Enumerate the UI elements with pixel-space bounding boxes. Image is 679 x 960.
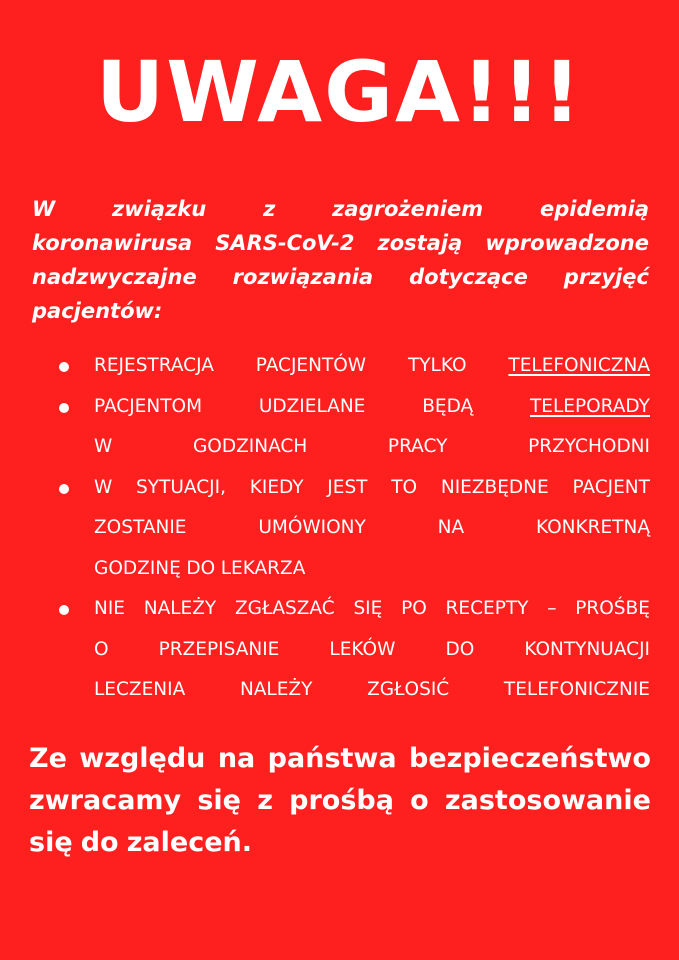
- text-line: [29, 780, 651, 822]
- word: SARS-CoV-2: [215, 231, 355, 255]
- word: o: [410, 785, 429, 816]
- word: LEKARZA: [220, 557, 306, 579]
- word: związku: [112, 197, 207, 221]
- word: –: [547, 598, 557, 619]
- word: epidemią: [540, 197, 649, 221]
- word: bezpieczeństwo: [409, 743, 651, 774]
- text-line: [94, 427, 650, 468]
- word: PRZYCHODNI: [528, 436, 650, 457]
- word: nadzwyczajne: [32, 265, 197, 289]
- word: TYLKO: [407, 355, 467, 376]
- word: prośbą: [289, 785, 394, 816]
- word: GODZINĘ: [94, 557, 181, 579]
- text-line: [94, 549, 650, 590]
- word: DO: [445, 638, 475, 660]
- word: dotyczące: [409, 265, 528, 289]
- text-line: [32, 226, 649, 260]
- word: TO: [391, 476, 418, 498]
- text-line: [94, 468, 650, 509]
- word: do: [80, 827, 119, 858]
- text-line: [94, 387, 650, 428]
- word: pacjentów:: [32, 299, 163, 323]
- text-line: [29, 738, 651, 780]
- intro-paragraph: [32, 192, 649, 328]
- word: PACJENTOM: [94, 395, 203, 417]
- word: TELEPORADY: [529, 395, 650, 417]
- word: KIEDY: [249, 476, 304, 498]
- word: państwa: [267, 743, 397, 774]
- bullet-dot-icon: [59, 362, 69, 372]
- word: zostają: [377, 231, 463, 255]
- word: PACJENT: [572, 476, 650, 498]
- rules-list: [53, 346, 650, 711]
- word: z: [257, 785, 273, 816]
- word: NA: [437, 517, 465, 538]
- rule-item: [53, 346, 650, 387]
- word: NALEŻY: [143, 598, 217, 619]
- word: LEKÓW: [329, 638, 396, 660]
- word: TELEFONICZNIE: [503, 679, 650, 700]
- text-line: [94, 670, 650, 711]
- word: przyjęć: [563, 265, 649, 289]
- word: ZOSTANIE: [94, 517, 187, 538]
- word: względu: [79, 743, 206, 774]
- word: PACJENTÓW: [255, 355, 367, 376]
- word: W: [94, 436, 113, 457]
- notice-title: UWAGA!!!: [96, 43, 583, 141]
- text-line: [94, 346, 650, 387]
- word: BĘDĄ: [422, 395, 474, 417]
- text-line: [32, 294, 649, 328]
- word: ZGŁASZAĆ: [234, 598, 335, 619]
- bullet-dot-icon: [59, 484, 69, 494]
- word: W: [32, 197, 56, 221]
- word: NALEŻY: [239, 679, 313, 700]
- word: SIĘ: [353, 598, 383, 619]
- closing-paragraph: [29, 738, 651, 864]
- rule-item: [53, 387, 650, 468]
- word: KONTYNUACJI: [524, 638, 650, 660]
- text-line: [32, 192, 649, 226]
- text-line: [94, 589, 650, 630]
- word: PO: [401, 598, 427, 619]
- word: JEST: [327, 476, 368, 498]
- word: W: [94, 476, 113, 498]
- rule-item: [53, 589, 650, 711]
- word: UMÓWIONY: [258, 517, 366, 538]
- text-line: [29, 822, 651, 864]
- word: z: [263, 197, 276, 221]
- word: GODZINACH: [192, 436, 308, 457]
- word: zaleceń.: [126, 827, 253, 858]
- word: zwracamy: [29, 785, 182, 816]
- text-line: [94, 508, 650, 549]
- word: PROŚBĘ: [575, 598, 650, 619]
- word: NIEZBĘDNE: [440, 476, 549, 498]
- word: się: [29, 827, 73, 858]
- word: O: [94, 638, 109, 660]
- word: LECZENIA: [94, 679, 186, 700]
- word: zastosowanie: [444, 785, 651, 816]
- text-line: [32, 260, 649, 294]
- word: REJESTRACJA: [94, 355, 214, 376]
- word: RECEPTY: [445, 598, 529, 619]
- word: na: [217, 743, 256, 774]
- word: ZGŁOSIĆ: [367, 679, 450, 700]
- word: wprowadzone: [485, 231, 649, 255]
- word: TELEFONICZNA: [508, 355, 650, 376]
- word: Ze: [29, 743, 67, 774]
- word: PRZEPISANIE: [158, 638, 280, 660]
- word: SYTUACJI,: [136, 476, 226, 498]
- word: NIE: [94, 598, 125, 619]
- word: PRACY: [387, 436, 448, 457]
- rule-item: [53, 468, 650, 590]
- bullet-dot-icon: [59, 605, 69, 615]
- word: rozwiązania: [232, 265, 374, 289]
- word: KONKRETNĄ: [535, 517, 650, 538]
- bullet-dot-icon: [59, 403, 69, 413]
- word: koronawirusa: [32, 231, 193, 255]
- word: zagrożeniem: [332, 197, 484, 221]
- word: się: [197, 785, 241, 816]
- text-line: [94, 630, 650, 671]
- word: UDZIELANE: [258, 395, 366, 417]
- word: DO: [186, 557, 216, 579]
